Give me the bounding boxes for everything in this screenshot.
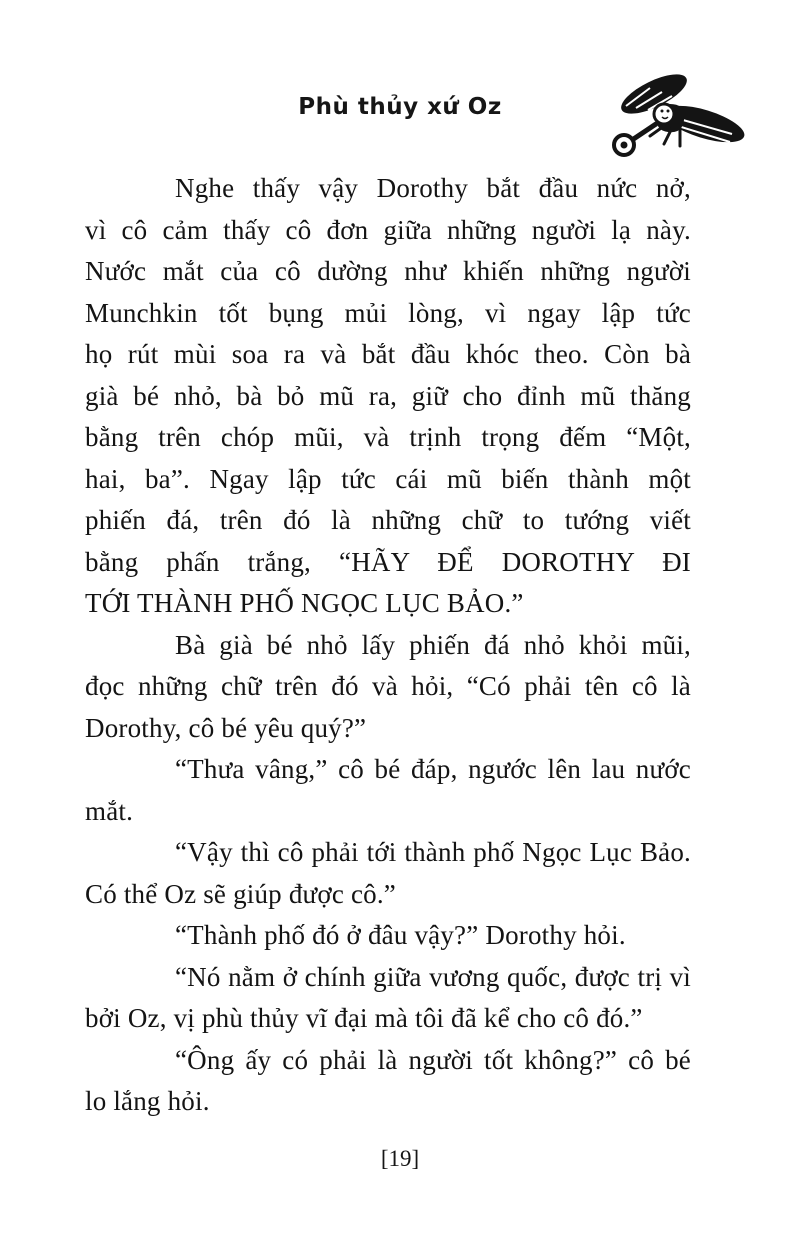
text-line: “Thưa vâng,” cô bé đáp, ngước lên lau nước (175, 754, 691, 784)
text-block (85, 168, 691, 1123)
paragraph (85, 915, 691, 957)
paragraph (85, 749, 691, 832)
text-line: “Thành phố đó ở đâu vậy?” Dorothy hỏi. (175, 920, 626, 950)
paragraph (85, 832, 691, 915)
text-line: hai, ba”. Ngay lập tức cái mũ biến thành một (85, 463, 691, 494)
text-line: Bà già bé nhỏ lấy phiến đá nhỏ khỏi mũi, (175, 629, 691, 660)
paragraph (85, 168, 691, 625)
text-line: mắt. (85, 795, 134, 826)
page-number: [19] (380, 1146, 420, 1171)
bee-trumpet-icon (592, 68, 752, 180)
paragraph (85, 625, 691, 750)
text-line: đọc những chữ trên đó và hỏi, “Có phải tên cô là (85, 671, 691, 701)
paragraph (85, 1040, 691, 1123)
text-line: Dorothy, cô bé yêu quý?” (85, 712, 367, 743)
text-line: lo lắng hỏi. (85, 1086, 210, 1116)
text-line: Nước mắt của cô dường như khiến những người (85, 256, 691, 286)
text-line: bởi Oz, vị phù thủy vĩ đại mà tôi đã kể cho cô đó.” (85, 1003, 643, 1033)
text-line: họ rút mùi soa ra và bắt đầu khóc theo. Còn bà (85, 339, 691, 369)
text-line: Munchkin tốt bụng mủi lòng, vì ngay lập tức (85, 297, 691, 328)
paragraph (85, 957, 691, 1040)
text-line: TỚI THÀNH PHỐ NGỌC LỤC BẢO.” (85, 588, 524, 618)
text-line: bằng phấn trắng, “HÃY ĐỂ DOROTHY ĐI (85, 546, 691, 577)
text-line: Có thể Oz sẽ giúp được cô.” (85, 878, 396, 909)
text-line: bằng trên chóp mũi, và trịnh trọng đếm “Một, (85, 422, 691, 452)
text-line: “Vậy thì cô phải tới thành phố Ngọc Lục Bảo. (175, 837, 691, 867)
text-line: “Ông ấy có phải là người tốt không?” cô bé (175, 1044, 691, 1075)
text-line: Nghe thấy vậy Dorothy bắt đầu nức nở, (175, 173, 691, 203)
text-line: “Nó nằm ở chính giữa vương quốc, được trị vì (175, 961, 691, 992)
text-line: già bé nhỏ, bà bỏ mũ ra, giữ cho đỉnh mũ thăng (85, 380, 691, 411)
text-line: vì cô cảm thấy cô đơn giữa những người lạ này. (85, 214, 691, 245)
running-header-title: Phù thủy xứ Oz (298, 94, 502, 120)
text-line: phiến đá, trên đó là những chữ to tướng viết (85, 505, 691, 535)
